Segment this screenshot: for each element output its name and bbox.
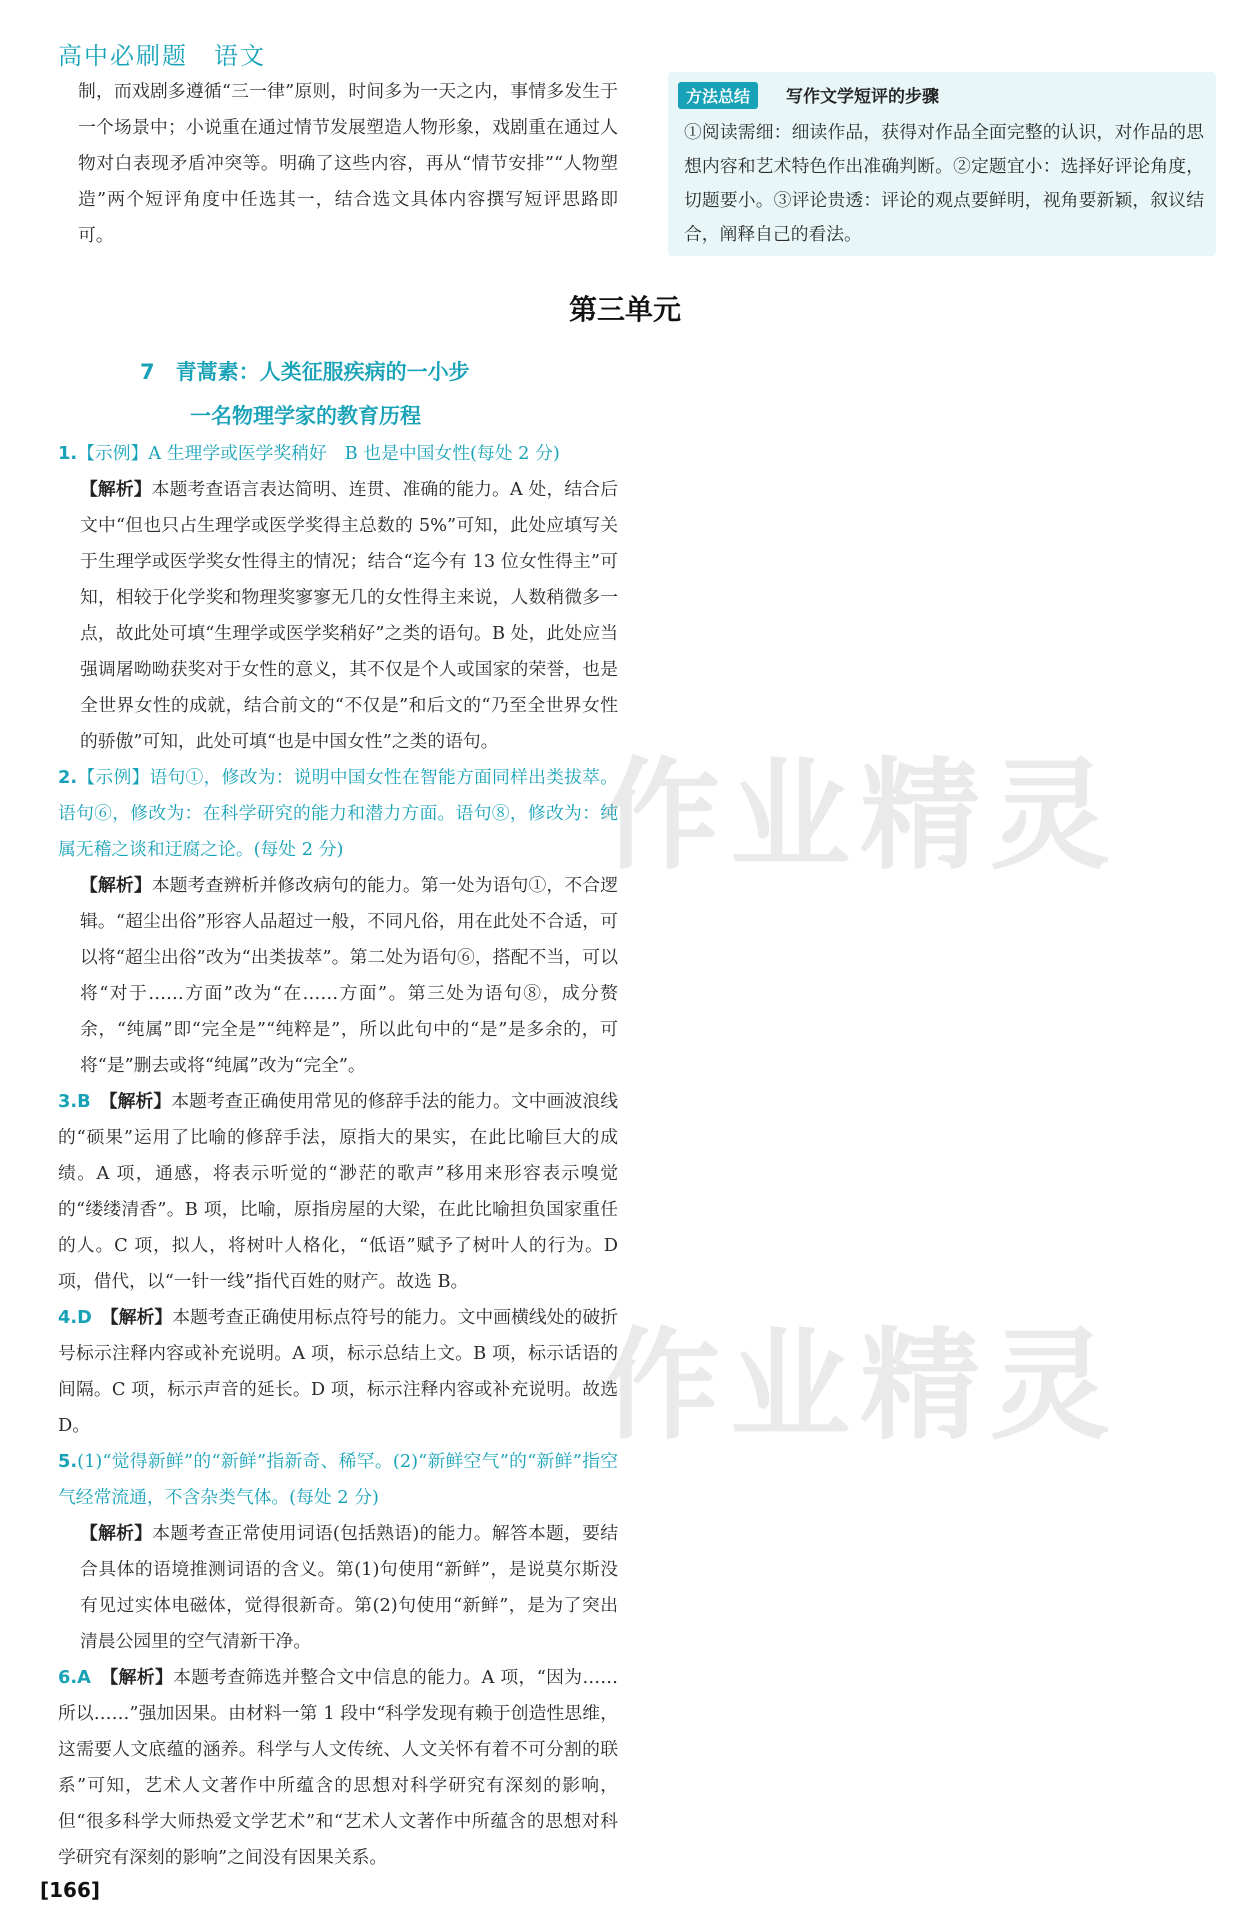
analysis-label: 【解析】 <box>80 479 152 500</box>
watermark: 作业精灵 <box>600 1317 1120 1456</box>
subject-label: 语文 <box>214 42 266 70</box>
q2-answer-text: 【示例】语句①，修改为：说明中国女性在智能方面同样出类拔萃。语句⑥，修改为：在科学研究的能力和潜力方面。语句⑧，修改为：纯属无稽之谈和迂腐之论。(每处 2 分) <box>58 767 618 860</box>
watermark: 作业精灵 <box>600 747 1120 886</box>
method-body: ①阅读需细：细读作品，获得对作品全面完整的认识，对作品的思想内容和艺术特色作出准确判断。②定题宜小：选择好评论角度，切题要小。③评论贵透：评论的观点要鲜明，视角要新颖，叙议结合，阐释自己的看法。 <box>684 122 1204 245</box>
unit-title: 第三单元 <box>568 293 681 326</box>
q6-analysis-text: 本题考查筛选并整合文中信息的能力。A 项，“因为……所以……”强加因果。由材料一第 1 段中“科学发现有赖于创造性思维，这需要人文底蕴的涵养。科学与人文传统、人文关怀有着不可分割的联系”可知，艺术人文著作中所蕴含的思想对科学研究有深刻的影响，但“很多科学大师热爱文学艺术”和“艺术人文著作中所蕴含的思想对科学研究有深刻的影响”之间没有因果关系。 <box>58 1667 618 1868</box>
method-title: 写作文学短评的步骤 <box>786 87 939 107</box>
page-number-value: 166 <box>49 1878 91 1902</box>
q1-answer-text: 【示例】A 生理学或医学奖稍好 B 也是中国女性(每处 2 分) <box>77 443 560 464</box>
q6-letter: A <box>77 1667 91 1688</box>
q3-analysis-text: 本题考查正确使用常见的修辞手法的能力。文中画波浪线的“硕果”运用了比喻的修辞手法，原指大的果实，在此比喻巨大的成绩。A 项，通感，将表示听觉的“渺茫的歌声”移用来形容表示嗅觉的“缕缕清香”。B 项，比喻，原指房屋的大梁，在此比喻担负国家重任的人。C 项，拟人，将树叶人格化，“低语”赋予了树叶人的行为。D 项，借代，以“一针一线”指代百姓的财产。故选 B。 <box>58 1091 618 1292</box>
analysis-label: 【解析】 <box>80 1523 153 1544</box>
q3-number: 3. <box>58 1091 78 1112</box>
analysis-label: 【解析】 <box>80 875 152 896</box>
q4-letter: D <box>77 1307 92 1328</box>
q2-analysis-text: 本题考查辨析并修改病句的能力。第一处为语句①，不合逻辑。“超尘出俗”形容人品超过一般，不同凡俗，用在此处不合适，可以将“超尘出俗”改为“出类拔萃”。第二处为语句⑥，搭配不当，可以将“对于……方面”改为“在……方面”。第三处为语句⑧，成分赘余，“纯属”即“完全是”“纯粹是”，所以此句中的“是”是多余的，可将“是”删去或将“纯属”改为“完全”。 <box>80 875 618 1076</box>
analysis-label: 【解析】 <box>109 1667 174 1688</box>
continued-paragraph: 制，而戏剧多遵循“三一律”原则，时间多为一天之内，事情多发生于一个场景中；小说重在通过情节发展塑造人物形象，戏剧重在通过人物对白表现矛盾冲突等。明确了这些内容，再从“情节安排”“人物塑造”两个短评角度中任选其一，结合选文具体内容撰写短评思路即可。 <box>78 81 618 246</box>
q5-analysis-text: 本题考查正常使用词语(包括熟语)的能力。解答本题，要结合具体的语境推测词语的含义。第(1)句使用“新鲜”，是说莫尔斯没有见过实体电磁体，觉得很新奇。第(2)句使用“新鲜”，是为了突出清晨公园里的空气清新干净。 <box>80 1523 618 1652</box>
q1-analysis <box>58 472 618 760</box>
analysis-label: 【解析】 <box>108 1091 172 1112</box>
lesson-title <box>140 350 580 438</box>
q2-answer <box>58 760 618 868</box>
method-summary-box <box>668 72 1216 256</box>
top-left-column <box>78 74 618 254</box>
q5-analysis <box>58 1516 618 1660</box>
lesson-title-line1: 7 青蒿素：人类征服疾病的一小步 <box>140 360 470 384</box>
q2-analysis <box>58 868 618 1084</box>
q3-letter: B <box>77 1091 91 1112</box>
left-column <box>58 436 618 1876</box>
q5-number: 5. <box>58 1451 78 1472</box>
analysis-label: 【解析】 <box>109 1307 173 1328</box>
q3-block <box>58 1084 618 1300</box>
q5-answer-text: (1)“觉得新鲜”的“新鲜”指新奇、稀罕。(2)“新鲜空气”的“新鲜”指空气经常流通，不含杂类气体。(每处 2 分) <box>58 1451 618 1508</box>
q1-analysis-text: 本题考查语言表达简明、连贯、准确的能力。A 处，结合后文中“但也只占生理学或医学奖得主总数的 5%”可知，此处应填写关于生理学或医学奖女性得主的情况；结合“迄今有 13 位女性得主”可知，相较于化学奖和物理奖寥寥无几的女性得主来说，人数稍微多一点，故此处可填“生理学或医学奖稍好”之类的语句。B 处，此处应当强调屠呦呦获奖对于女性的意义，其不仅是个人或国家的荣誉，也是全世界女性的成就，结合前文的“不仅是”和后文的“乃至全世界女性的骄傲”可知，此处可填“也是中国女性”之类的语句。 <box>80 479 618 752</box>
page-header <box>58 36 266 71</box>
q4-number: 4. <box>58 1307 78 1328</box>
method-tag: 方法总结 <box>678 82 758 109</box>
lesson-title-line2: 一名物理学家的教育历程 <box>190 404 421 428</box>
q1-number: 1. <box>58 443 78 464</box>
q6-number: 6. <box>58 1667 78 1688</box>
page-number: [166] <box>40 1878 101 1902</box>
q6-block <box>58 1660 618 1876</box>
q1-answer <box>58 436 618 472</box>
book-title: 高中必刷题 <box>58 42 188 70</box>
q4-block <box>58 1300 618 1444</box>
q4-analysis-text: 本题考查正确使用标点符号的能力。文中画横线处的破折号标示注释内容或补充说明。A 项，标示总结上文。B 项，标示话语的间隔。C 项，标示声音的延长。D 项，标示注释内容或补充说明。故选 D。 <box>58 1307 618 1436</box>
q2-number: 2. <box>58 767 78 788</box>
q5-answer <box>58 1444 618 1516</box>
